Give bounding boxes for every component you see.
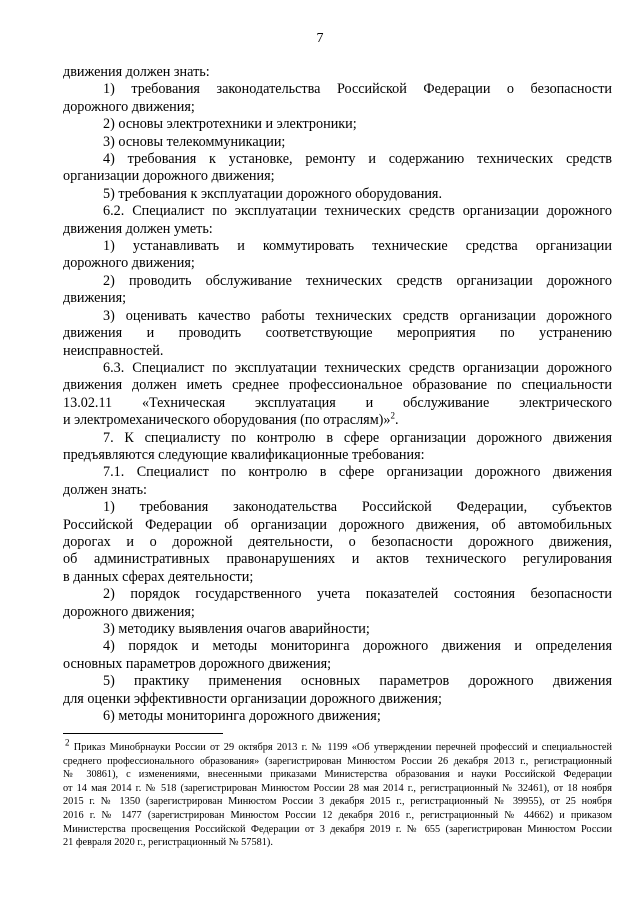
text-line-punctuation: . xyxy=(395,412,399,429)
text-line-content: движения должен иметь среднее профессиональное образование по специальности xyxy=(63,377,612,394)
footnote-line-content: 2016 г. № 1477 (зарегистрирован Минюстом России 12 декабря 2016 г., регистрационный № 44662) и приказом xyxy=(63,809,612,821)
text-line-content: движения должен уметь: xyxy=(63,220,213,237)
footnote-line xyxy=(63,782,612,796)
text-line xyxy=(63,534,612,551)
text-line-content: 5) требования к эксплуатации дорожного оборудования. xyxy=(103,185,443,202)
text-line-content: 1) устанавливать и коммутировать технические средства организации xyxy=(103,238,612,255)
text-line-content: дорожного движения; xyxy=(63,603,195,620)
text-line xyxy=(63,517,612,534)
text-line xyxy=(63,638,612,655)
text-line xyxy=(63,604,612,621)
text-line-content: предъявляются следующие квалификационные требования: xyxy=(63,446,425,463)
text-line xyxy=(63,99,612,116)
text-line xyxy=(63,482,612,499)
footnote-line xyxy=(63,795,612,809)
footnote-separator xyxy=(63,733,223,734)
footnote-line-content: среднего профессионального образования» (зарегистрирован Минюстом России 26 декабря 2013 г., регистрационный xyxy=(63,755,612,767)
text-line-content: должен знать: xyxy=(63,481,147,498)
text-line xyxy=(63,343,612,360)
footnote-line xyxy=(63,836,612,850)
text-line xyxy=(63,499,612,516)
text-line xyxy=(63,551,612,568)
text-line-content: 3) основы телекоммуникации; xyxy=(103,133,286,150)
text-line xyxy=(63,360,612,377)
text-line xyxy=(63,81,612,98)
text-line xyxy=(63,708,612,725)
text-line-content: Российской Федерации об организации дорожного движения, об автомобильных xyxy=(63,516,612,533)
text-line xyxy=(63,151,612,168)
footnote xyxy=(63,737,612,850)
text-line-content: и электромеханического оборудования (по отраслям)» xyxy=(63,412,391,429)
text-line-content: 4) требования к установке, ремонту и содержанию технических средств xyxy=(103,151,612,168)
text-line xyxy=(63,325,612,342)
text-line-content: 2) порядок государственного учета показателей состояния безопасности xyxy=(103,586,612,603)
text-line-content: в данных сферах деятельности; xyxy=(63,568,254,585)
text-line-content: дорогах и о дорожной деятельности, о безопасности дорожного движения, xyxy=(63,533,612,550)
text-line xyxy=(63,412,612,429)
text-line-content: 6.2. Специалист по эксплуатации технических средств организации дорожного xyxy=(103,203,612,220)
text-line-content: 13.02.11 «Техническая эксплуатация и обслуживание электрического xyxy=(63,394,612,411)
footnote-line xyxy=(63,737,612,755)
text-line-content: дорожного движения; xyxy=(63,255,195,272)
footnote-marker: 2 xyxy=(65,737,70,748)
text-line-content: 3) оценивать качество работы технических средств организации дорожного xyxy=(103,307,612,324)
text-line xyxy=(63,569,612,586)
text-line xyxy=(63,168,612,185)
text-line-content: 1) требования законодательства Российской Федерации, субъектов xyxy=(103,499,612,516)
text-line-content: движения и проводить соответствующие мероприятия по устранению xyxy=(63,325,612,342)
footnote-line-content: 2015 г. № 1350 (зарегистрирован Минюстом России 3 декабря 2015 г., регистрационный № 39955), от 25 ноября xyxy=(63,796,612,808)
footnote-line xyxy=(63,755,612,769)
text-line xyxy=(63,238,612,255)
text-line xyxy=(63,255,612,272)
text-line xyxy=(63,430,612,447)
text-line xyxy=(63,290,612,307)
text-line xyxy=(63,186,612,203)
text-line xyxy=(63,586,612,603)
text-line-content: 7.1. Специалист по контролю в сфере организации дорожного движения xyxy=(103,464,612,481)
footnote-reference: 2 xyxy=(390,410,395,421)
text-line-content: 7. К специалисту по контролю в сфере организации дорожного движения xyxy=(103,429,612,446)
text-line-content: движения; xyxy=(63,290,127,307)
footnote-line-content: 21 февраля 2020 г., регистрационный № 57581). xyxy=(63,837,273,849)
text-line-content: организации дорожного движения; xyxy=(63,168,275,185)
text-line xyxy=(63,203,612,220)
text-line xyxy=(63,621,612,638)
text-line xyxy=(63,377,612,394)
text-line-content: дорожного движения; xyxy=(63,98,195,115)
body-text xyxy=(63,64,612,725)
footnote-line xyxy=(63,809,612,823)
text-line xyxy=(63,464,612,481)
text-line-content: основных параметров дорожного движения; xyxy=(63,655,332,672)
text-line xyxy=(63,116,612,133)
text-line-content: движения должен знать: xyxy=(63,64,210,80)
text-line-content: 5) практику применения основных параметров дорожного движения xyxy=(103,673,612,690)
footnote-line-content: № 30861), с изменениями, внесенными приказами Министерства образования и науки Российской Федерации xyxy=(63,769,612,781)
text-line xyxy=(63,691,612,708)
footnote-line-content: от 14 мая 2014 г. № 518 (зарегистрирован Минюстом России 28 мая 2014 г., регистрационный № 32461), от 18 ноября xyxy=(63,782,612,794)
text-line xyxy=(63,447,612,464)
text-line xyxy=(63,134,612,151)
text-line xyxy=(63,64,612,81)
text-line-content: для оценки эффективности организации дорожного движения; xyxy=(63,690,442,707)
text-line xyxy=(63,656,612,673)
footnote-line-content: Министерства просвещения Российской Федерации от 3 декабря 2019 г. № 655 (зарегистрирован Минюстом России xyxy=(63,823,612,835)
text-line-content: 1) требования законодательства Российской Федерации о безопасности xyxy=(103,81,612,98)
text-line xyxy=(63,273,612,290)
text-line xyxy=(63,221,612,238)
text-line xyxy=(63,308,612,325)
text-line xyxy=(63,673,612,690)
footnote-line-content: Приказ Минобрнауки России от 29 октября 2013 г. № 1199 «Об утверждении перечней профессий и специальностей xyxy=(69,742,612,753)
text-line-content: 4) порядок и методы мониторинга дорожного движения и определения xyxy=(103,638,612,655)
text-line-content: об административных правонарушениях и актов технического регулирования xyxy=(63,551,612,568)
text-line-content: 6.3. Специалист по эксплуатации технических средств организации дорожного xyxy=(103,359,612,376)
footnote-line xyxy=(63,768,612,782)
text-line xyxy=(63,395,612,412)
text-line-content: 3) методику выявления очагов аварийности; xyxy=(103,621,370,637)
page-number: 7 xyxy=(316,31,324,46)
footnote-line xyxy=(63,823,612,837)
text-line-content: 2) проводить обслуживание технических средств организации дорожного xyxy=(103,272,612,289)
text-line-content: 6) методы мониторинга дорожного движения; xyxy=(103,708,381,725)
text-line-content: неисправностей. xyxy=(63,342,164,359)
text-line-content: 2) основы электротехники и электроники; xyxy=(103,116,357,133)
